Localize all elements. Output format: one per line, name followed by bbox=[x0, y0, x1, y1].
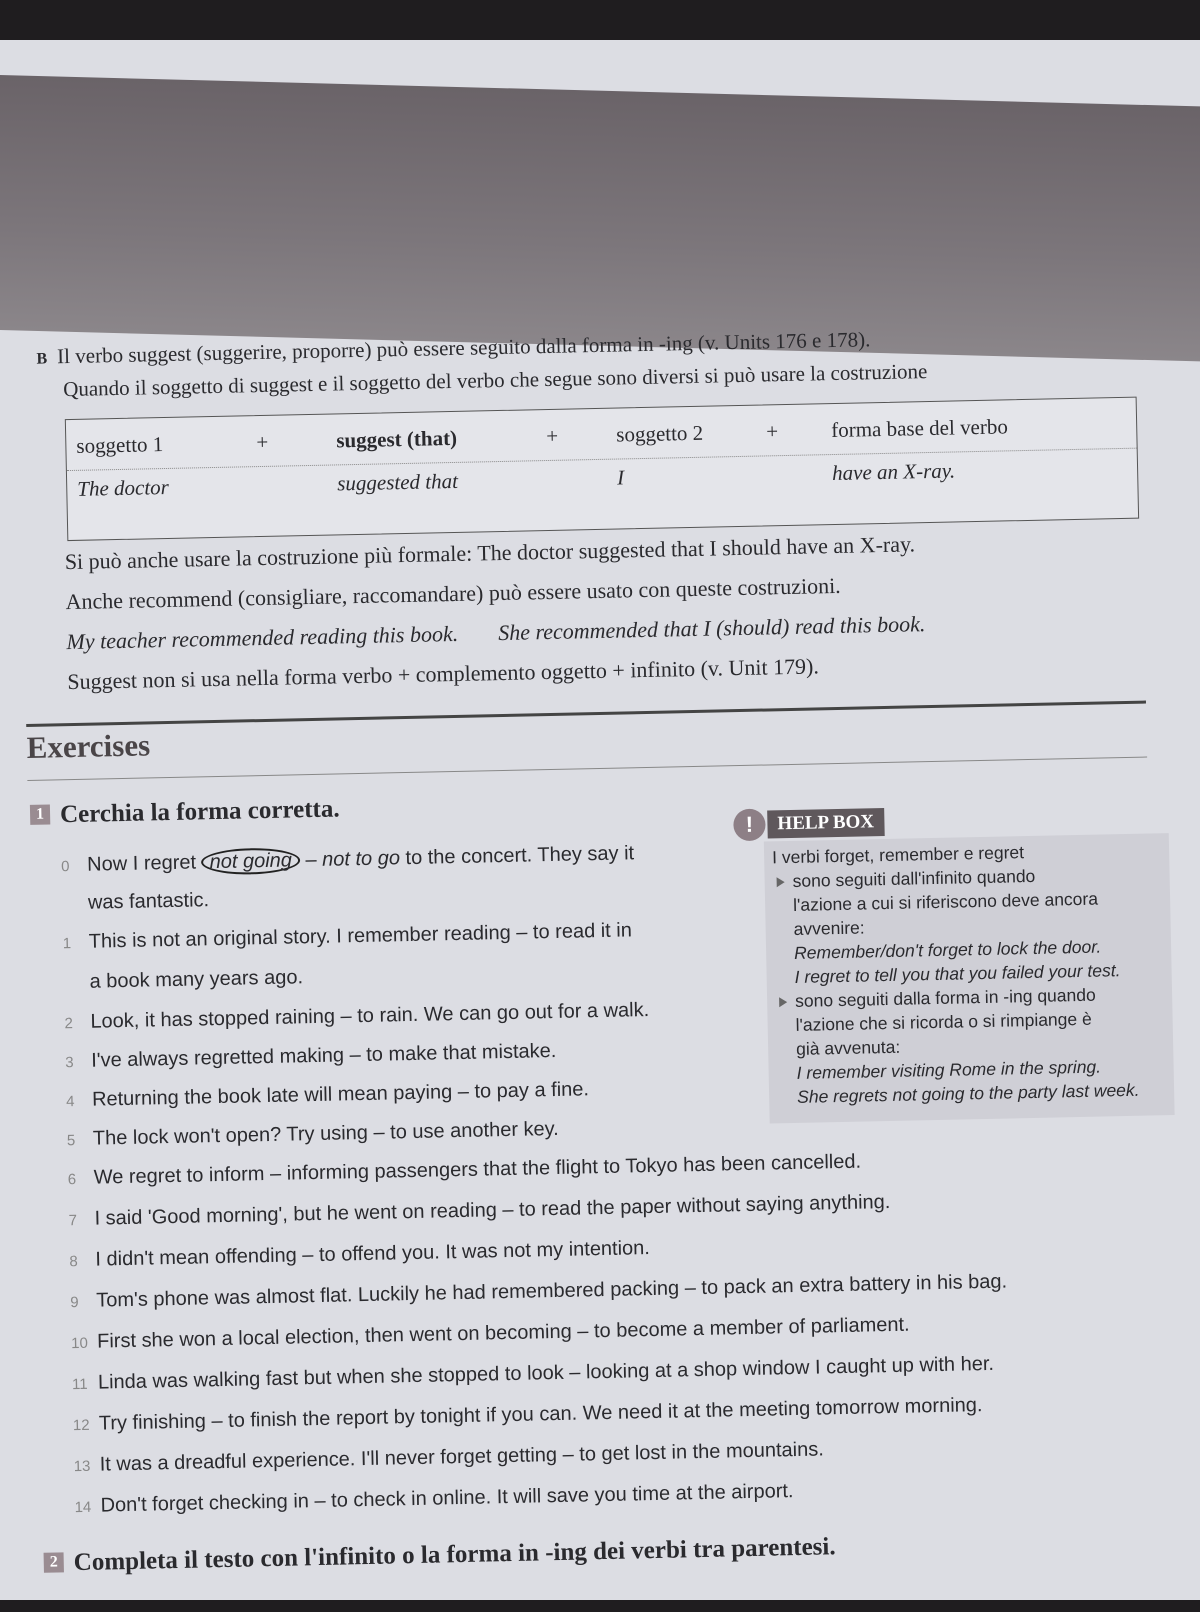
paragraph-recommend: Anche recommend (consigliare, raccomandare) può essere usato con queste costruzioni. bbox=[65, 572, 841, 615]
table-cell: I bbox=[616, 465, 625, 490]
help-box bbox=[764, 833, 1175, 1123]
exercise-item: 4 Returning the book late will mean paying – to pay a fine. bbox=[65, 1078, 590, 1111]
help-text: l'azione che si ricorda o si rimpiange è bbox=[795, 1008, 1092, 1035]
section-b bbox=[36, 318, 1147, 404]
help-text: avvenire: bbox=[793, 917, 865, 939]
paragraph-formal: Si può anche usare la costruzione più formale: The doctor suggested that I should have an X-ray. bbox=[64, 531, 916, 575]
section-b-line1: B Il verbo suggest (suggerire, proporre) può essere seguito dalla forma in -ing (v. Units 176 e 178). bbox=[36, 327, 871, 369]
exercises-heading: Exercises bbox=[26, 727, 151, 765]
help-text: già avvenuta: bbox=[795, 1036, 901, 1059]
construction-table bbox=[65, 397, 1139, 541]
help-example: Remember/don't forget to lock the door. bbox=[793, 936, 1102, 963]
exercise-item: 1 This is not an original story. I remember reading – to read it in bbox=[62, 919, 633, 953]
exercise-1-title: 1 Cerchia la forma corretta. bbox=[30, 795, 340, 829]
exercise-item: 10 First she won a local election, then went on becoming – to become a member of parliament. bbox=[70, 1313, 910, 1353]
paragraph-suggest-note: Suggest non si usa nella forma verbo + complemento oggetto + infinito (v. Unit 179). bbox=[67, 653, 820, 695]
table-cell: soggetto 1 bbox=[76, 432, 164, 458]
exercise-number-badge: 1 bbox=[30, 804, 50, 824]
table-cell: + bbox=[546, 423, 559, 449]
help-bullet: sono seguiti dall'infinito quando bbox=[772, 861, 1161, 893]
exercise-item: 3 I've always regretted making – to make that mistake. bbox=[65, 1039, 557, 1072]
help-bullet: sono seguiti dalla forma in -ing quando bbox=[775, 981, 1164, 1013]
table-cell: The doctor bbox=[77, 474, 170, 501]
exercise-number-badge: 2 bbox=[44, 1552, 64, 1572]
exercise-item: 2 Look, it has stopped raining – to rain. We can go out for a walk. bbox=[64, 998, 650, 1033]
help-box-label: HELP BOX bbox=[767, 808, 884, 838]
circled-answer: not going bbox=[201, 847, 300, 875]
exercise-item: 0 Now I regret not going – not to go to the concert. They say it bbox=[61, 842, 635, 876]
section-letter: B bbox=[36, 350, 48, 368]
table-cell: soggetto 2 bbox=[616, 420, 704, 447]
exercise-item: 13 It was a dreadful experience. I'll never forget getting – to get lost in the mountains. bbox=[73, 1438, 825, 1476]
exercise-2-title: 2 Completa il testo con l'infinito o la forma in -ing dei verbi tra parentesi. bbox=[43, 1533, 835, 1578]
divider bbox=[26, 701, 1146, 727]
triangle-bullet-icon bbox=[779, 997, 787, 1007]
table-cell: + bbox=[765, 419, 779, 444]
exercise-item: 8 I didn't mean offending – to offend you. It was not my intention. bbox=[69, 1237, 651, 1271]
exercise-item-continued: was fantastic. bbox=[87, 889, 210, 914]
help-example: She regrets not going to the party last week. bbox=[796, 1079, 1140, 1107]
table-cell: suggest (that) bbox=[336, 425, 458, 453]
exercise-item: 14 Don't forget checking in – to check in online. It will save you time at the airport. bbox=[74, 1480, 794, 1517]
exercise-item: 7 I said 'Good morning', but he went on reading – to read the paper without saying anything. bbox=[68, 1190, 891, 1230]
exercise-item-continued: a book many years ago. bbox=[89, 966, 304, 993]
help-example: I remember visiting Rome in the spring. bbox=[796, 1056, 1102, 1083]
help-intro: I verbi forget, remember e regret bbox=[771, 842, 1025, 868]
paragraph-examples: My teacher recommended reading this book. She recommended that I (should) read this book. bbox=[66, 611, 926, 655]
exclamation-icon: ! bbox=[733, 809, 766, 842]
table-cell: forma base del verbo bbox=[830, 414, 1009, 443]
exercise-item: 12 Try finishing – to finish the report by tonight if you can. We need it at the meeting tomorrow morning. bbox=[72, 1394, 983, 1435]
divider bbox=[27, 757, 1147, 781]
help-example: I regret to tell you that you failed your test. bbox=[794, 960, 1121, 987]
exercise-item: 5 The lock won't open? Try using – to use another key. bbox=[66, 1117, 559, 1150]
exercise-item: 9 Tom's phone was almost flat. Luckily he had remembered packing – to pack an extra battery in his bag. bbox=[70, 1270, 1008, 1312]
exercise-item: 6 We regret to inform – informing passengers that the flight to Tokyo has been cancelled. bbox=[67, 1150, 862, 1189]
section-b-line2: Quando il soggetto di suggest e il soggetto del verbo che segue sono diversi si può usare la costruzione bbox=[62, 359, 928, 402]
help-text: l'azione a cui si riferiscono deve ancora bbox=[792, 888, 1099, 915]
table-cell: suggested that bbox=[336, 468, 459, 496]
table-cell: have an X-ray. bbox=[831, 458, 956, 486]
exercise-item: 11 Linda was walking fast but when she stopped to look – looking at a shop window I caught up with her. bbox=[71, 1352, 995, 1394]
table-cell: + bbox=[256, 429, 269, 455]
